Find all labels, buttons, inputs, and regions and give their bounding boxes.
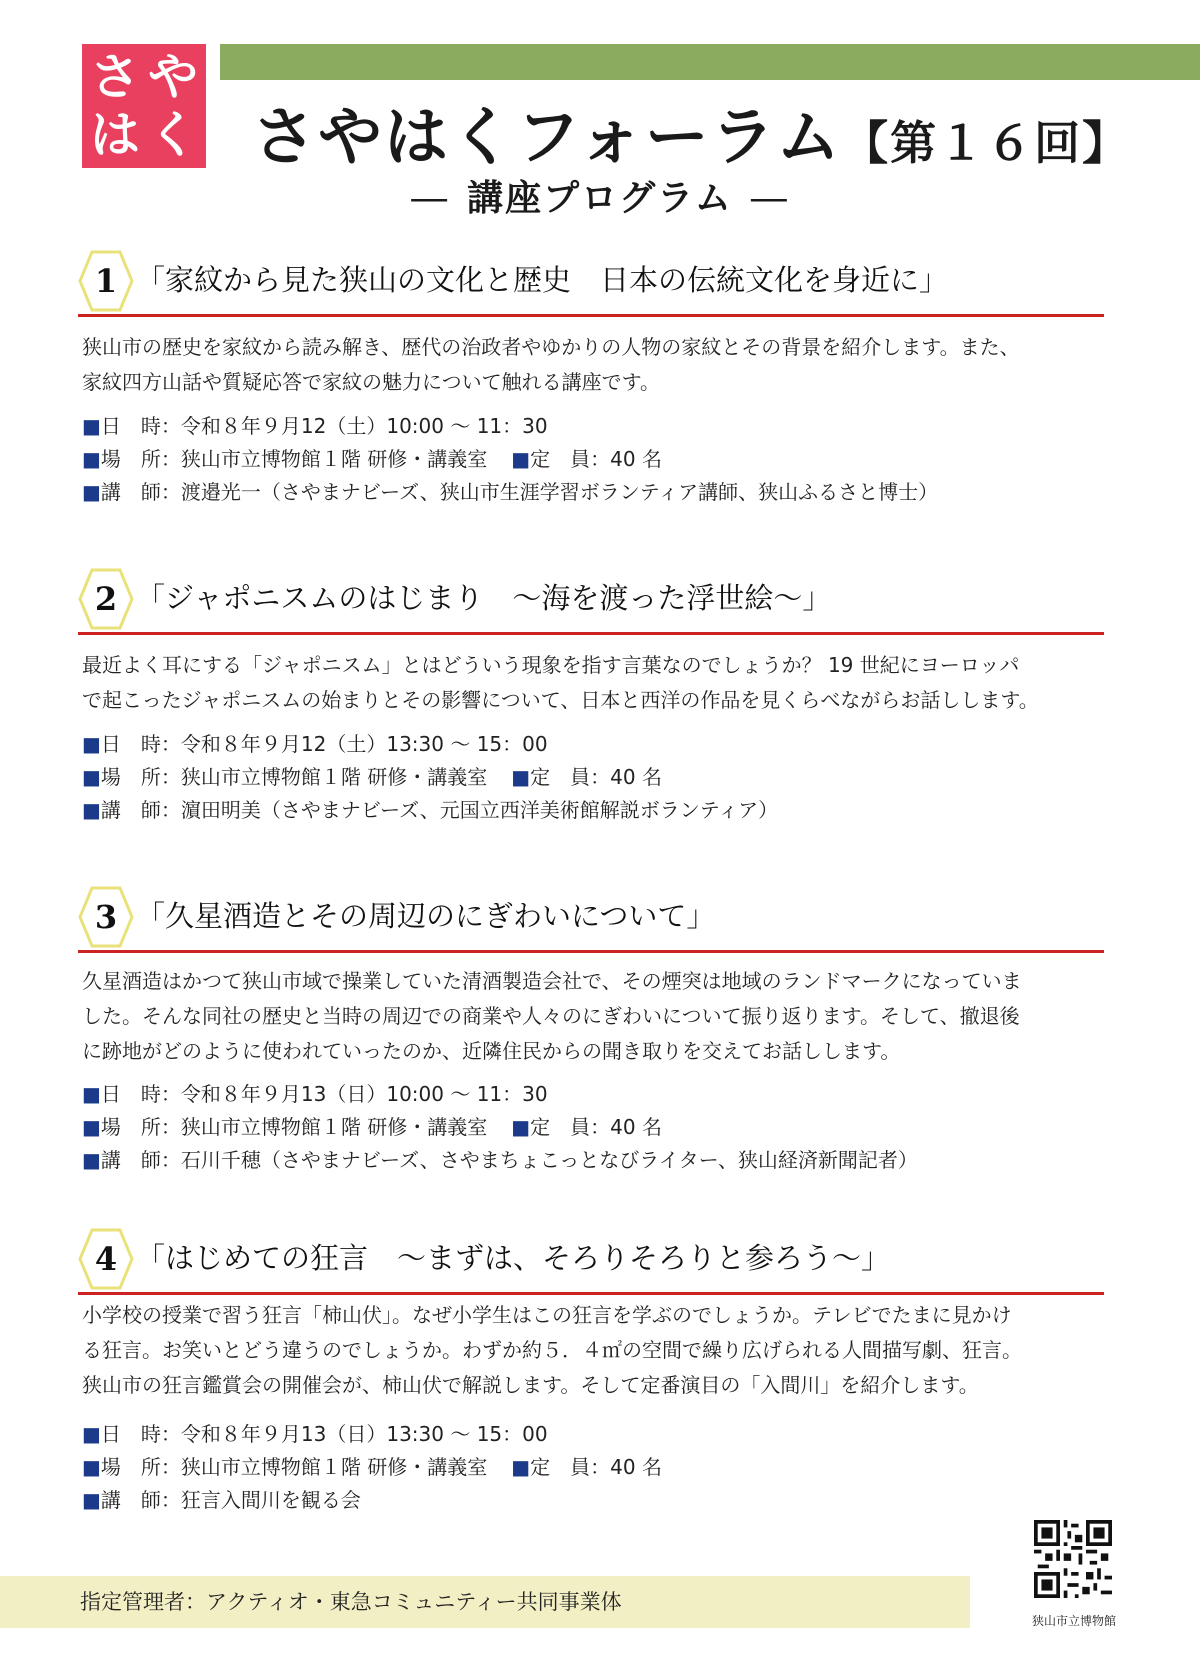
lecture-number: 2 xyxy=(94,580,118,618)
square-bullet-icon: ■ xyxy=(82,447,101,471)
title-underline xyxy=(78,632,1104,635)
description-line: 狭山市の狂言鑑賞会の開催会が、柿山伏で解説します。そして定番演目の「入間川」を紹介します。 xyxy=(82,1373,979,1397)
hexagon-number-badge xyxy=(78,1228,134,1290)
description-line: 小学校の授業で習う狂言「柿山伏」。なぜ小学生はこの狂言を学ぶのでしょうか。テレビでたまに見かけ xyxy=(82,1303,1012,1327)
datetime: 日 時：令和８年９月13（日）13:30 ～ 15：00 xyxy=(100,1422,548,1446)
capacity: 定 員：40 名 xyxy=(530,765,662,789)
lecture-title: 「久星酒造とその周辺のにぎわいについて」 xyxy=(136,899,716,933)
lecture-header xyxy=(78,568,1118,630)
lecture-header xyxy=(78,250,1118,312)
lecture-info xyxy=(82,728,1122,827)
lecturer: 講 師：石川千穂（さやまナビーズ、さやまちょこっとなびライター、狭山経済新聞記者） xyxy=(100,1148,918,1172)
lecture-description xyxy=(82,330,1122,400)
lecturer: 講 師：濵田明美（さやまナビーズ、元国立西洋美術館解説ボランティア） xyxy=(100,798,779,822)
title-underline xyxy=(78,314,1104,317)
lecture-info xyxy=(82,410,1122,509)
lecture-info xyxy=(82,1078,1122,1177)
subtitle-dash-right: ― xyxy=(750,178,789,219)
header-green-bar xyxy=(220,44,1200,80)
title-edition: 【第１６回】 xyxy=(842,116,1131,170)
subtitle-text: 講座プログラム xyxy=(467,178,733,219)
square-bullet-icon: ■ xyxy=(82,1082,101,1106)
square-bullet-icon: ■ xyxy=(82,1488,101,1512)
square-bullet-icon: ■ xyxy=(511,1455,531,1479)
lecturer-row xyxy=(82,794,1122,827)
subtitle-dash-left: ― xyxy=(411,178,450,219)
place: 場 所：狭山市立博物館１階 研修・講義室 xyxy=(100,1115,488,1139)
lecturer: 講 師：渡邉光一（さやまナビーズ、狭山市生涯学習ボランティア講師、狭山ふるさと博士） xyxy=(100,480,939,504)
description-line: 狭山市の歴史を家紋から読み解き、歴代の治政者やゆかりの人物の家紋とその背景を紹介します。また、 xyxy=(82,335,1020,359)
datetime-row xyxy=(82,410,1122,443)
hexagon-number-badge xyxy=(78,250,134,312)
page-subtitle xyxy=(0,170,1200,221)
lecturer-row xyxy=(82,476,1122,509)
lecture-info xyxy=(82,1418,1122,1517)
datetime-row xyxy=(82,728,1122,761)
title-underline xyxy=(78,1292,1104,1295)
lecturer-row xyxy=(82,1144,1122,1177)
square-bullet-icon: ■ xyxy=(82,480,101,504)
datetime: 日 時：令和８年９月12（土）10:00 ～ 11：30 xyxy=(100,414,548,438)
description-line: 家紋四方山話や質疑応答で家紋の魅力について触れる講座です。 xyxy=(82,370,660,394)
logo-char: は xyxy=(90,106,140,164)
square-bullet-icon: ■ xyxy=(82,765,101,789)
lecture-description xyxy=(82,964,1122,1069)
square-bullet-icon: ■ xyxy=(82,414,101,438)
logo-char: く xyxy=(148,106,198,164)
datetime: 日 時：令和８年９月13（日）10:00 ～ 11：30 xyxy=(100,1082,548,1106)
place: 場 所：狭山市立博物館１階 研修・講義室 xyxy=(100,765,488,789)
lecturer-row xyxy=(82,1484,1122,1517)
datetime: 日 時：令和８年９月12（土）13:30 ～ 15：00 xyxy=(100,732,548,756)
square-bullet-icon: ■ xyxy=(82,1148,101,1172)
description-line: 久星酒造はかつて狭山市域で操業していた清酒製造会社で、その煙突は地域のランドマークになっていま xyxy=(82,969,1022,993)
lecture-1 xyxy=(78,250,1118,504)
logo-char: や xyxy=(148,48,198,106)
qr-code-icon[interactable] xyxy=(1034,1520,1112,1598)
description-line: で起こったジャポニスムの始まりとその影響について、日本と西洋の作品を見くらべながらお話しします。 xyxy=(82,688,1039,712)
square-bullet-icon: ■ xyxy=(511,1115,531,1139)
capacity: 定 員：40 名 xyxy=(530,1455,662,1479)
datetime-row xyxy=(82,1418,1122,1451)
lecture-number: 3 xyxy=(94,898,118,936)
qr-caption: 狭山市立博物館 xyxy=(1031,1614,1116,1628)
lecture-title: 「ジャポニスムのはじまり ～海を渡った浮世絵～」 xyxy=(136,581,832,615)
square-bullet-icon: ■ xyxy=(511,447,531,471)
square-bullet-icon: ■ xyxy=(82,798,101,822)
lecture-title: 「家紋から見た狭山の文化と歴史 日本の伝統文化を身近に」 xyxy=(136,263,949,297)
capacity: 定 員：40 名 xyxy=(530,447,662,471)
lecture-2 xyxy=(78,568,1118,822)
square-bullet-icon: ■ xyxy=(82,1115,101,1139)
square-bullet-icon: ■ xyxy=(82,1422,101,1446)
hexagon-number-badge xyxy=(78,886,134,948)
hexagon-number-badge xyxy=(78,568,134,630)
footer-manager: 指定管理者：アクティオ・東急コミュニティー共同事業体 xyxy=(80,1590,622,1614)
lecture-number: 1 xyxy=(94,262,118,300)
place: 場 所：狭山市立博物館１階 研修・講義室 xyxy=(100,1455,488,1479)
lecture-3 xyxy=(78,886,1118,1172)
place-row xyxy=(82,1451,1122,1484)
lecture-title: 「はじめての狂言 ～まずは、そろりそろりと参ろう～」 xyxy=(136,1241,891,1275)
description-line: に跡地がどのように使われていったのか、近隣住民からの聞き取りを交えてお話しします。 xyxy=(82,1039,901,1063)
place-row xyxy=(82,1111,1122,1144)
place: 場 所：狭山市立博物館１階 研修・講義室 xyxy=(100,447,488,471)
datetime-row xyxy=(82,1078,1122,1111)
lecture-header xyxy=(78,1228,1118,1290)
capacity: 定 員：40 名 xyxy=(530,1115,662,1139)
lecture-4 xyxy=(78,1228,1118,1512)
page-title xyxy=(252,86,1130,178)
title-underline xyxy=(78,950,1104,953)
place-row xyxy=(82,443,1122,476)
sayahaku-logo xyxy=(82,44,206,168)
square-bullet-icon: ■ xyxy=(511,765,531,789)
lecture-number: 4 xyxy=(94,1240,118,1278)
lecturer: 講 師：狂言入間川を観る会 xyxy=(100,1488,361,1512)
place-row xyxy=(82,761,1122,794)
square-bullet-icon: ■ xyxy=(82,732,101,756)
lecture-description xyxy=(82,648,1122,718)
description-line: した。そんな同社の歴史と当時の周辺での商業や人々のにぎわいについて振り返ります。そして、撤退後 xyxy=(82,1004,1020,1028)
logo-char: さ xyxy=(90,48,140,106)
description-line: る狂言。お笑いとどう違うのでしょうか。わずか約５．４㎡の空間で繰り広げられる人間描写劇、狂言。 xyxy=(82,1338,1022,1362)
title-text: さやはくフォーラム xyxy=(252,101,843,175)
lecture-description xyxy=(82,1298,1122,1403)
description-line: 最近よく耳にする「ジャポニスム」とはどういう現象を指す言葉なのでしょうか？ 19 世紀にヨーロッパ xyxy=(82,653,1020,677)
square-bullet-icon: ■ xyxy=(82,1455,101,1479)
lecture-header xyxy=(78,886,1118,948)
